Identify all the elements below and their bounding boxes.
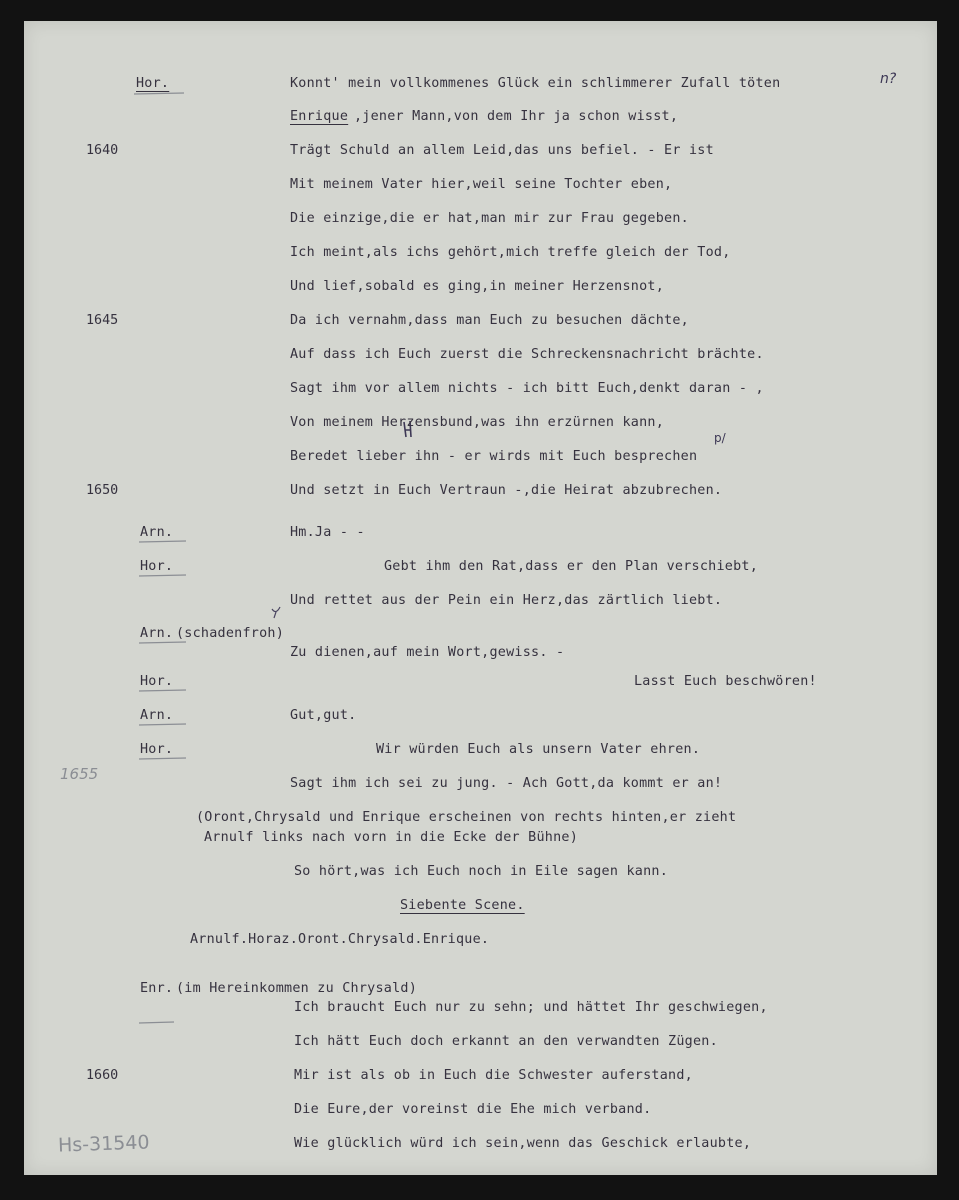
underline-hor2 <box>139 575 186 576</box>
stage-direction-inline: (schadenfroh) <box>176 626 285 641</box>
verse-line: ,jener Mann,von dem Ihr ja schon wisst, <box>354 109 679 124</box>
verse-line: Gebt ihm den Rat,dass er den Plan verschiebt, <box>384 559 759 574</box>
underline-arn2 <box>139 642 186 643</box>
verse-line: Ich hätt Euch doch erkannt an den verwandten Zügen. <box>294 1034 718 1049</box>
verse-line: Lasst Euch beschwören! <box>634 674 817 689</box>
stage-direction: (Oront,Chrysald und Enrique erscheinen von rechts hinten,er zieht <box>196 810 737 825</box>
speaker-arn: Arn. <box>140 708 174 723</box>
pen-annotation: p/ <box>714 431 726 445</box>
archive-number: Hs-31540 <box>57 1131 150 1157</box>
pen-annotation: n? <box>880 71 897 87</box>
verse-line: Die Eure,der voreinst die Ehe mich verband. <box>294 1102 652 1117</box>
verse-line: Ich braucht Euch nur zu sehn; und hättet Ihr geschwiegen, <box>294 1000 768 1015</box>
underline-hor3 <box>139 690 186 691</box>
verse-line: Ich meint,als ichs gehört,mich treffe gleich der Tod, <box>290 245 731 260</box>
speaker-hor: Hor. <box>136 76 170 91</box>
underline-arn3 <box>139 724 186 725</box>
verse-line: Und rettet aus der Pein ein Herz,das zärtlich liebt. <box>290 593 723 608</box>
verse-line: Mir ist als ob in Euch die Schwester auferstand, <box>294 1068 693 1083</box>
verse-line: So hört,was ich Euch noch in Eile sagen kann. <box>294 864 669 879</box>
verse-line: Hm.Ja - - <box>290 525 365 540</box>
verse-line: Konnt' mein vollkommenes Glück ein schlimmerer Zufall töten <box>290 76 781 91</box>
verse-line: Auf dass ich Euch zuerst die Schreckensnachricht brächte. <box>290 347 764 362</box>
speaker-hor: Hor. <box>140 742 174 757</box>
scene-characters: Arnulf.Horaz.Oront.Chrysald.Enrique. <box>190 932 490 947</box>
line-number: 1650 <box>86 483 119 498</box>
verse-name: Enrique <box>290 109 349 124</box>
line-number: 1645 <box>86 313 119 328</box>
verse-line: Trägt Schuld an allem Leid,das uns befiel. - Er ist <box>290 143 714 158</box>
verse-line: Wie glücklich würd ich sein,wenn das Geschick erlaubte, <box>294 1136 752 1151</box>
ink-mark-v16 <box>272 607 280 618</box>
verse-line: Sagt ihm vor allem nichts - ich bitt Euch,denkt daran - , <box>290 381 764 396</box>
verse-line: Zu dienen,auf mein Wort,gewiss. - <box>290 645 565 660</box>
speaker-arn: Arn. <box>140 525 174 540</box>
speaker-enr: Enr. <box>140 981 174 996</box>
verse-line: Da ich vernahm,dass man Euch zu besuchen dächte, <box>290 313 689 328</box>
verse-line: Die einzige,die er hat,man mir zur Frau gegeben. <box>290 211 689 226</box>
typescript-page <box>24 21 937 1175</box>
underline-hor1 <box>134 93 184 94</box>
scene-title: Siebente Scene. <box>400 898 525 913</box>
verse-line: Und setzt in Euch Vertraun -,die Heirat abzubrechen. <box>290 483 723 498</box>
stage-direction-inline: (im Hereinkommen zu Chrysald) <box>176 981 418 996</box>
speaker-hor: Hor. <box>140 674 174 689</box>
verse-line: Von meinem Herzensbund,was ihn erzürnen kann, <box>290 415 665 430</box>
line-number: 1640 <box>86 143 119 158</box>
pencil-line-number: 1655 <box>60 765 99 783</box>
underline-arn1 <box>139 541 186 542</box>
verse-line: Mit meinem Vater hier,weil seine Tochter eben, <box>290 177 673 192</box>
speaker-hor: Hor. <box>140 559 174 574</box>
verse-line: Und lief,sobald es ging,in meiner Herzensnot, <box>290 279 665 294</box>
verse-line: Beredet lieber ihn - er wirds mit Euch besprechen <box>290 449 698 464</box>
verse-line: Wir würden Euch als unsern Vater ehren. <box>376 742 701 757</box>
verse-line: Sagt ihm ich sei zu jung. - Ach Gott,da kommt er an! <box>290 776 723 791</box>
underline-enr <box>139 1022 174 1023</box>
speaker-arn: Arn. <box>140 626 174 641</box>
stage-direction: Arnulf links nach vorn in die Ecke der Bühne) <box>204 830 579 845</box>
line-number: 1660 <box>86 1068 119 1083</box>
underline-hor4 <box>139 758 186 759</box>
verse-line: Gut,gut. <box>290 708 357 723</box>
